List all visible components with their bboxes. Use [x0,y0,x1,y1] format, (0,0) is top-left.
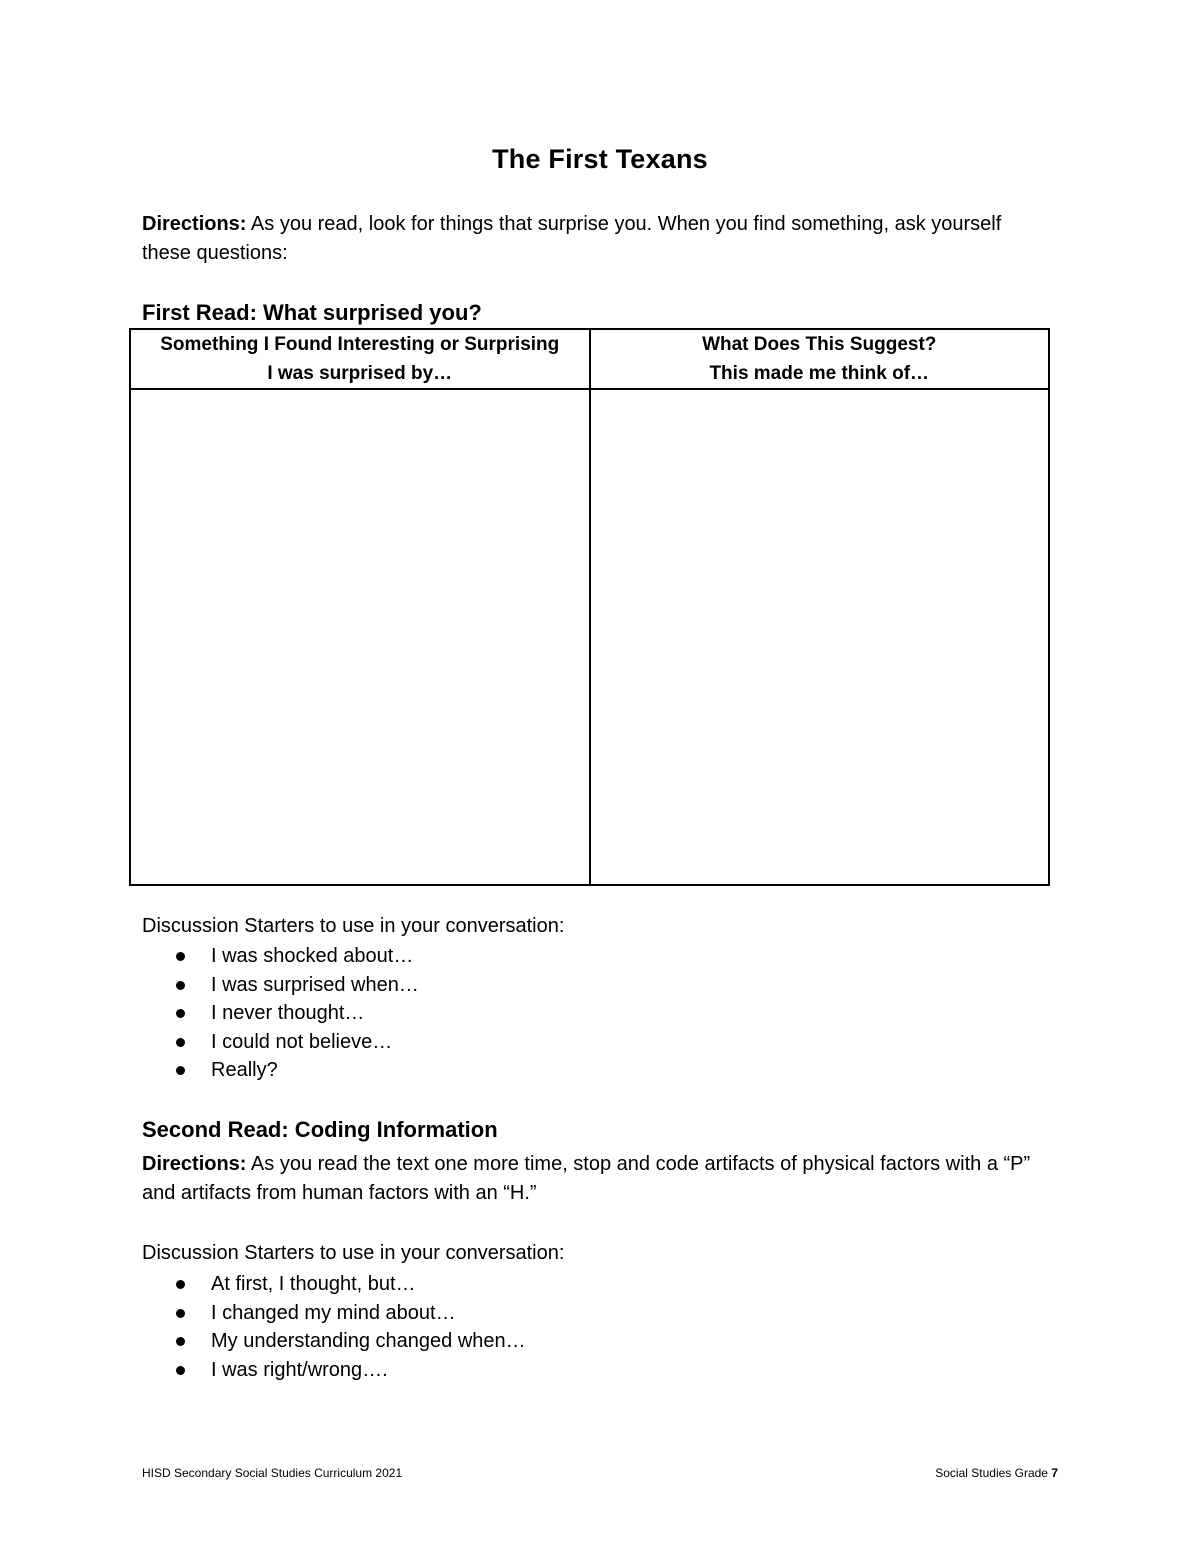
list-item: I never thought… [142,999,419,1028]
directions-label: Directions: [142,213,247,235]
col2-title: What Does This Suggest? [702,334,937,355]
footer-grade-number: 7 [1051,1466,1058,1480]
surprise-table [129,328,1050,886]
list-item: I could not believe… [142,1028,419,1057]
footer-left: HISD Secondary Social Studies Curriculum 2021 [142,1466,403,1480]
answer-cell-surprise[interactable] [130,389,590,885]
bullet-icon [176,1009,185,1018]
list-item: I was right/wrong…. [142,1356,526,1385]
directions-text: As you read the text one more time, stop and code artifacts of physical factors with a “P” and artifacts from human factors with an “H.” [142,1153,1031,1204]
second-directions [142,1150,1042,1208]
footer-right-text: Social Studies Grade [935,1466,1052,1480]
bullet-icon [176,1038,185,1047]
bullet-icon [176,981,185,990]
bullet-icon [176,1280,185,1289]
list-item: I was surprised when… [142,971,419,1000]
list-item: I was shocked about… [142,942,419,971]
list-item: My understanding changed when… [142,1327,526,1356]
bullet-icon [176,1366,185,1375]
bullet-icon [176,952,185,961]
bullet-icon [176,1066,185,1075]
list-item: I changed my mind about… [142,1299,526,1328]
bullet-icon [176,1337,185,1346]
list-item: At first, I thought, but… [142,1270,526,1299]
first-read-heading: First Read: What surprised you? [142,300,482,325]
answer-cell-suggest[interactable] [590,389,1050,885]
second-starters-label: Discussion Starters to use in your conversation: [142,1242,565,1264]
col2-subtitle: This made me think of… [709,363,930,384]
table-header-col2 [590,329,1050,389]
directions-text: As you read, look for things that surprise you. When you find something, ask yourself these questions: [142,213,1002,264]
second-read-heading: Second Read: Coding Information [142,1117,498,1142]
second-starters-list [142,1270,526,1384]
directions-label: Directions: [142,1153,247,1175]
list-item: Really? [142,1056,419,1085]
bullet-icon [176,1309,185,1318]
first-starters-list [142,942,419,1085]
first-starters-label: Discussion Starters to use in your conversation: [142,915,565,937]
page-title: The First Texans [492,144,708,174]
col1-title: Something I Found Interesting or Surprising [160,334,560,355]
table-header-col1 [130,329,590,389]
footer-right [935,1466,1058,1480]
table-answer-row [130,389,1049,885]
first-directions [142,210,1042,268]
col1-subtitle: I was surprised by… [267,363,453,384]
table-header-row [130,329,1049,389]
